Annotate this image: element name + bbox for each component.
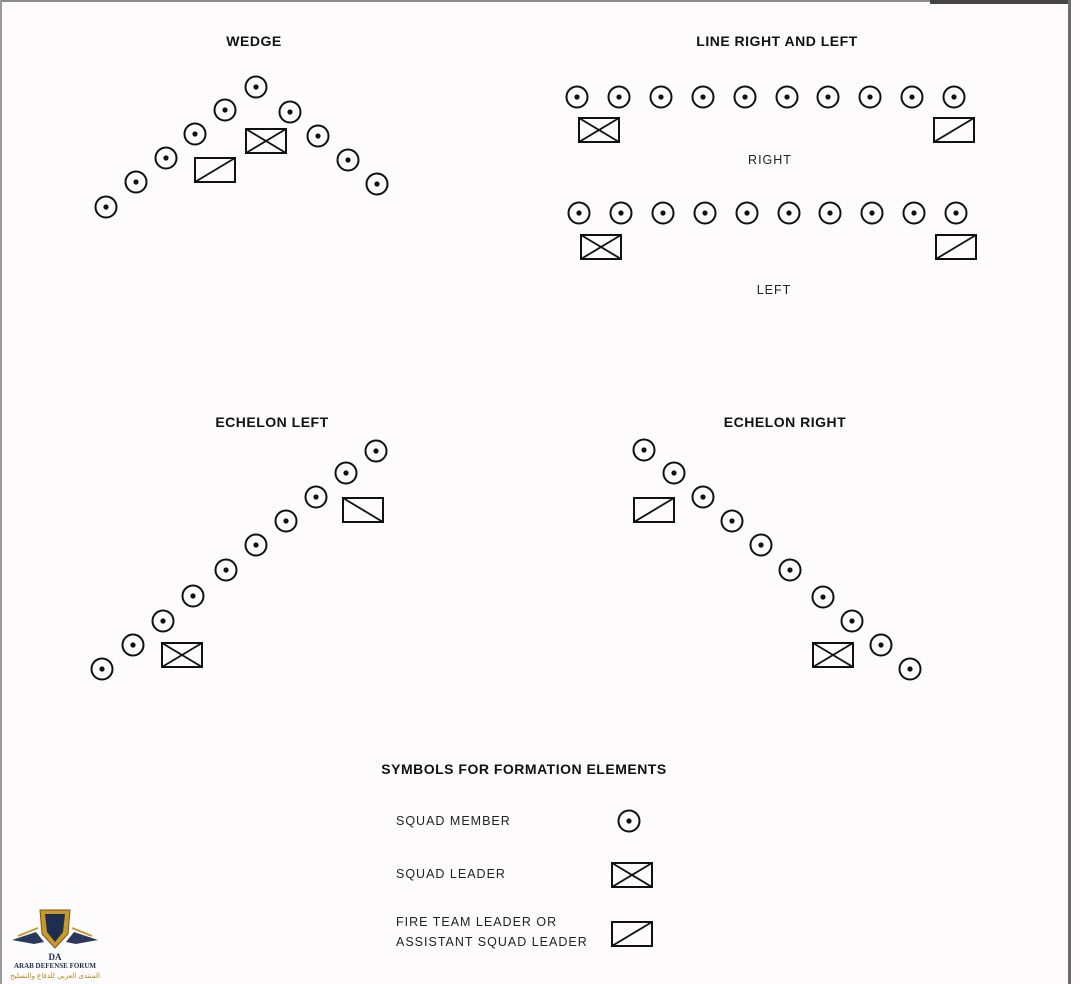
squad-member-icon: [126, 172, 147, 193]
squad-member-icon: [860, 87, 881, 108]
fire-team-leader-icon: [936, 235, 976, 259]
echelon-right-formation: [634, 440, 921, 680]
fire-team-leader-icon: [343, 498, 383, 522]
squad-member-icon: [722, 511, 743, 532]
squad-leader-icon: [813, 643, 853, 667]
squad-member-icon: [862, 203, 883, 224]
squad-member-icon: [818, 87, 839, 108]
squad-member-icon: [569, 203, 590, 224]
squad-member-icon: [653, 203, 674, 224]
squad-member-icon: [946, 203, 967, 224]
squad-member-icon: [902, 87, 923, 108]
fire-team-leader-icon: [634, 498, 674, 522]
squad-member-icon: [246, 77, 267, 98]
squad-member-icon: [813, 587, 834, 608]
squad-member-icon: [737, 203, 758, 224]
squad-member-icon: [92, 659, 113, 680]
echelon-left-formation: [92, 441, 387, 680]
squad-member-icon: [123, 635, 144, 656]
wedge-title: WEDGE: [226, 33, 282, 49]
logo-monogram: DA: [48, 952, 62, 962]
eagle-shield-icon: [4, 902, 106, 962]
right-label: RIGHT: [748, 153, 792, 167]
squad-member-icon: [280, 102, 301, 123]
squad-leader-icon: [581, 235, 621, 259]
squad-member-icon: [651, 87, 672, 108]
squad-member-icon: [664, 463, 685, 484]
arab-defense-forum-logo: [4, 902, 106, 982]
squad-member-icon: [780, 560, 801, 581]
squad-member-icon: [611, 203, 632, 224]
line-title: LINE RIGHT AND LEFT: [696, 33, 858, 49]
squad-member-icon: [842, 611, 863, 632]
squad-member-icon: [695, 203, 716, 224]
legend-fire-team-leader-icon: [612, 922, 652, 946]
legend: [396, 811, 652, 950]
squad-member-icon: [96, 197, 117, 218]
squad-member-icon: [944, 87, 965, 108]
squad-member-icon: [609, 87, 630, 108]
logo-name: ARAB DEFENSE FORUM: [13, 962, 97, 970]
squad-member-icon: [338, 150, 359, 171]
legend-fire-team-label-2: ASSISTANT SQUAD LEADER: [396, 935, 588, 949]
squad-member-icon: [153, 611, 174, 632]
squad-member-icon: [183, 586, 204, 607]
squad-member-icon: [567, 87, 588, 108]
line-right-formation: [567, 87, 975, 143]
echelon-right-title: ECHELON RIGHT: [723, 414, 847, 430]
legend-fire-team-label-1: FIRE TEAM LEADER OR: [396, 915, 558, 929]
squad-member-icon: [751, 535, 772, 556]
squad-leader-icon: [579, 118, 619, 142]
squad-leader-icon: [162, 643, 202, 667]
squad-member-icon: [306, 487, 327, 508]
wedge-formation: [96, 77, 388, 218]
line-left-formation: [569, 203, 977, 260]
fire-team-leader-icon: [195, 158, 235, 182]
legend-title: SYMBOLS FOR FORMATION ELEMENTS: [381, 761, 667, 777]
squad-member-icon: [904, 203, 925, 224]
squad-member-icon: [777, 87, 798, 108]
legend-squad-leader-label: SQUAD LEADER: [396, 867, 506, 881]
left-label: LEFT: [756, 283, 792, 297]
squad-member-icon: [156, 148, 177, 169]
squad-member-icon: [246, 535, 267, 556]
squad-member-icon: [215, 100, 236, 121]
squad-member-icon: [779, 203, 800, 224]
squad-member-icon: [276, 511, 297, 532]
legend-squad-member-label: SQUAD MEMBER: [396, 814, 511, 828]
squad-member-icon: [900, 659, 921, 680]
squad-member-icon: [735, 87, 756, 108]
squad-member-icon: [871, 635, 892, 656]
squad-member-icon: [185, 124, 206, 145]
squad-member-icon: [634, 440, 655, 461]
squad-member-icon: [366, 441, 387, 462]
logo-name-arabic: المنتدى العربي للدفاع والتسليح: [10, 972, 100, 980]
squad-member-icon: [216, 560, 237, 581]
squad-leader-icon: [246, 129, 286, 153]
legend-squad-member-icon: [619, 811, 640, 832]
squad-member-icon: [693, 487, 714, 508]
squad-member-icon: [308, 126, 329, 147]
squad-member-icon: [336, 463, 357, 484]
legend-squad-leader-icon: [612, 863, 652, 887]
squad-member-icon: [820, 203, 841, 224]
fire-team-leader-icon: [934, 118, 974, 142]
squad-member-icon: [367, 174, 388, 195]
echelon-left-title: ECHELON LEFT: [215, 414, 329, 430]
squad-member-icon: [693, 87, 714, 108]
